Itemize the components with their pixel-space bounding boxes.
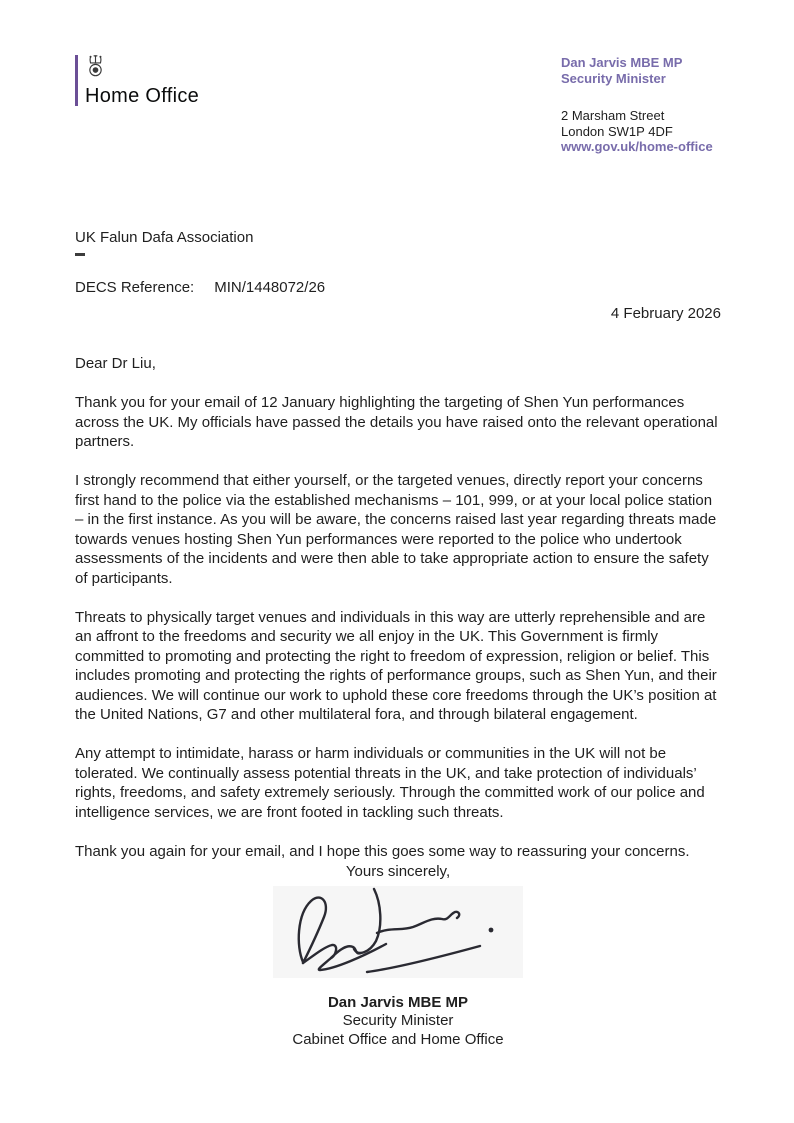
home-office-wordmark: Home Office (85, 85, 200, 107)
paragraph-3: Threats to physically target venues and individuals in this way are utterly reprehensible and are an affront to the freedoms and security we all enjoy in the UK. This Government is firmly committed to promoting and protecting the right to freedom of expression, religion or belief. This includes promoting and protecting the rights of performance groups, such as Shen Yun, and their audiences. We will continue our work to uphold these core freedoms through the UK’s position at the United Nations, G7 and other multilateral fora, and through bilateral engagement. (75, 608, 717, 723)
home-office-logo (75, 54, 275, 108)
logo-bar (75, 55, 78, 106)
letterhead-contact-block (561, 55, 741, 155)
paragraph-2: I strongly recommend that either yourself, or the targeted venues, directly report your concerns first hand to the police via the established mechanisms – 101, 999, or at your local police station – in the first instance. As you will be aware, the concerns raised last year regarding threats made towards venues hosting Shen Yun performances were reported to the police who undertook assessments of the incidents and were then able to take appropriate action to ensure the safety of participants. (75, 472, 717, 587)
home-office-website-link[interactable]: www.gov.uk/home-office (561, 139, 713, 154)
signoff-block (75, 994, 721, 1050)
valediction: Yours sincerely, (345, 863, 451, 880)
address-line-1: 2 Marsham Street (561, 108, 665, 123)
reference-value: MIN/1448072/26 (214, 279, 326, 296)
minister-name: Dan Jarvis MBE MP (561, 55, 683, 70)
letter-date: 4 February 2026 (610, 304, 721, 322)
minister-title: Security Minister (561, 70, 666, 86)
crown-icon (87, 54, 104, 79)
letter-body (75, 228, 721, 1049)
signoff-name: Dan Jarvis MBE MP (327, 993, 469, 1011)
paragraph-1: Thank you for your email of 12 January highlighting the targeting of Shen Yun performances across the UK. My officials have passed the details you have raised onto the relevant operational partners. (75, 394, 718, 450)
paragraph-5: Thank you again for your email, and I hope this goes some way to reassuring your concerns. (75, 842, 690, 860)
paragraph-4: Any attempt to intimidate, harass or harm individuals or communities in the UK will not be tolerated. We continually assess potential threats in the UK, and take protection of individuals’ rights, freedoms, and safety extremely seriously. Through the committed work of our police and intelligence services, we are front footed in tackling such threats. (75, 745, 705, 821)
address-line-2: London SW1P 4DF (561, 123, 673, 139)
signoff-department: Cabinet Office and Home Office (292, 1030, 504, 1048)
reference-label: DECS Reference: (75, 279, 195, 296)
recipient-name: UK Falun Dafa Association (75, 229, 254, 246)
salutation: Dear Dr Liu, (75, 355, 156, 372)
reference-row (75, 278, 721, 298)
redacted-address-fragment (75, 253, 85, 257)
signature-image (273, 886, 523, 978)
signoff-role: Security Minister (342, 1012, 454, 1029)
